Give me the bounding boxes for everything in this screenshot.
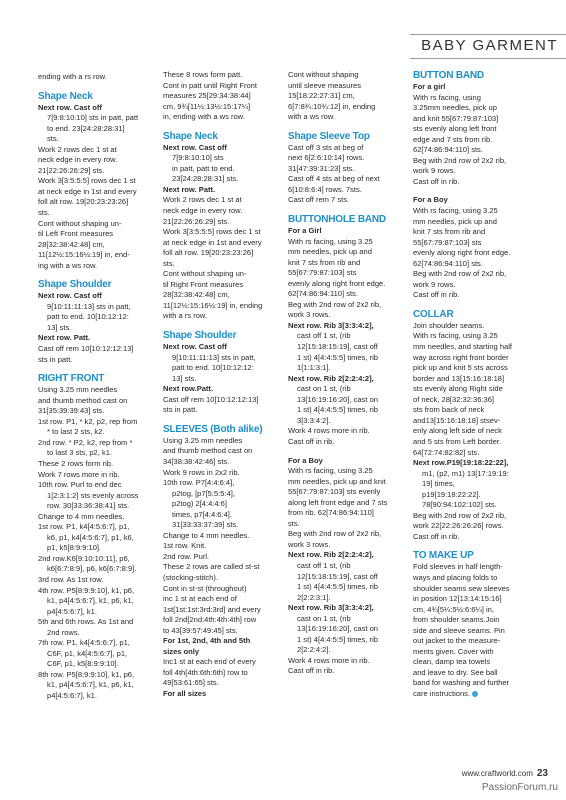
text-line: 19] times, — [422, 479, 455, 489]
text-line: p1, k5[8:9:9:10]. — [47, 543, 102, 553]
watermark: PassionForum.ru — [481, 782, 558, 793]
text-line: Work 4 rows more in rib. — [288, 426, 370, 436]
text-line: Next row. Rib 2[2:2:4:2], — [288, 373, 374, 383]
text-line: 31[35:39:39:43] sts. — [38, 406, 105, 416]
text-line: knit 7 sts from rib and — [413, 227, 486, 237]
text-line: ing with a ws row. — [38, 260, 98, 270]
text-line: 1st row. P1, * k2, p2, rep from — [38, 416, 138, 426]
text-line: Cast off in rib. — [288, 436, 335, 446]
text-line: shoulder seams sew sleeves — [413, 583, 510, 593]
text-line: With rs facing, using — [413, 92, 481, 102]
text-line: k1, p4[4:5:6:7], k1, p6, k1, — [47, 596, 134, 606]
text-line: way across right front border — [413, 352, 509, 362]
text-line: 9[10:11:11:13] sts in patt, — [172, 352, 256, 362]
text-line: 4th row. P5[8:9:9:10], k1, p6, — [38, 585, 135, 595]
page-header — [0, 34, 566, 60]
text-line: 1 st) 4[4:4:5:5] times, rib — [297, 582, 378, 592]
text-line: to end. 23[24:28:28:31] — [47, 123, 125, 133]
text-line: m1, (p2, m1) 13[17:19:19: — [422, 468, 509, 478]
text-line: k6, p1, k4[4:5:6:7], p1, k6, — [47, 532, 134, 542]
text-line: out jacket to the measure- — [413, 636, 501, 646]
text-line: mm needles, pick up and — [288, 247, 372, 257]
text-line: 6[10:8:6:4] rows. 7sts. — [288, 184, 362, 194]
text-line: sts. — [163, 258, 175, 268]
text-line: sts. — [47, 134, 59, 144]
column-3 — [288, 70, 406, 677]
website-url: www.craftworld.com — [461, 769, 533, 778]
text-line: Cast off in rib. — [413, 290, 460, 300]
text-line: 10th row. Purl to end dec — [38, 480, 122, 490]
text-line: ments given. Cover with — [413, 646, 494, 656]
text-line: 3rd row. As 1st row. — [38, 574, 104, 584]
text-line: pick up and knit 5 sts across — [413, 363, 508, 373]
subheading-for-a-girl: For a Girl — [288, 226, 322, 236]
text-line: Change to 4 mm needles. — [163, 530, 250, 540]
text-line: 1st row. Knit. — [163, 541, 207, 551]
text-line: foll 2nd[2nd:4th:4th:4th] row — [163, 615, 257, 625]
heading-shape-shoulder: Shape Shoulder — [163, 330, 237, 342]
text-line: (stocking-stitch). — [163, 572, 218, 582]
text-line: 11[12½:15:16½:19] in, end- — [38, 250, 130, 260]
text-line: p4[4:5:6:7], k1. — [47, 606, 97, 616]
text-line: 7[9:8:10:10] sts — [172, 153, 224, 163]
text-line: work 9 rows. — [413, 279, 456, 289]
text-line: 3.25mm needles, pick up — [413, 103, 497, 113]
text-line — [413, 689, 531, 700]
text-line: Work 3[3:5:5:5] rows dec 1 st — [38, 176, 136, 186]
text-line: work 22[22:26:26:26] rows. — [413, 521, 504, 531]
text-line: row. 30[33:36:38:41] sts. — [47, 501, 130, 511]
text-line: neck edge in every row. — [38, 155, 118, 165]
subheading-for-a-boy: For a Boy — [413, 195, 448, 205]
text-line: 55[67:79:87:103] sts — [413, 237, 482, 247]
text-line: 34[38:38:42:46] sts. — [163, 456, 230, 466]
text-line: For all sizes — [163, 688, 207, 698]
text-line: Work 3[3:5:5:5] rows dec 1 st — [163, 227, 261, 237]
text-line: Work 2 rows dec 1 st at — [163, 195, 242, 205]
column-1 — [38, 72, 156, 702]
text-line: 12[15:18:15:19], cast off — [297, 342, 378, 352]
text-line: Cast off 3 sts at beg of — [288, 142, 364, 152]
column-4 — [413, 70, 531, 700]
text-line: Cast off in rib. — [413, 531, 460, 541]
text-line: 12[15:18:15:19], cast off — [297, 571, 378, 581]
heading-to-make-up: TO MAKE UP — [413, 550, 474, 562]
text-line: mm needles, pick up and — [413, 216, 497, 226]
text-line: mm needles, and starting half — [413, 342, 513, 352]
text-line: Work 7 rows more in rib. — [38, 469, 120, 479]
text-line: 55[67:79:87:103] sts evenly — [288, 487, 381, 497]
subheading-for-a-girl: For a girl — [413, 82, 446, 91]
text-line: knit 7 sts from rib and — [288, 257, 361, 267]
text-line: cm, 4¾[5¼:5½:6:6¼] in, — [413, 604, 494, 614]
text-line: Beg with 2nd row of 2x2 rib, — [288, 529, 382, 539]
text-line: times, p7[4:4:6:4]. — [172, 509, 232, 519]
text-line: Beg with 2nd row of 2x2 rib, — [288, 299, 382, 309]
text-line: p19[19:18:22:22]. — [422, 489, 481, 499]
text-line: Work 9 rows in 2x2 rib. — [163, 467, 240, 477]
text-line: in, ending with a ws row. — [163, 112, 245, 122]
text-line: 78[90:94:102:102] sts. — [422, 500, 497, 510]
text-line: Next row. Rib 2[2:2:4:2], — [288, 550, 374, 560]
text-line: Next row. Cast off — [163, 142, 227, 152]
text-line: to 43[39:57:49:45] sts. — [163, 625, 238, 635]
text-line: 13] sts. — [172, 373, 197, 383]
text-line: and 5 sts from Left border. — [413, 436, 502, 446]
text-line: Cont without shaping un- — [38, 218, 122, 228]
text-line: Beg with 2nd row of 2x2 rib, — [413, 510, 507, 520]
text-line: Cont in patt until Right Front — [163, 80, 257, 90]
text-line: With rs facing, using 3.25 — [288, 236, 373, 246]
heading-right-front: RIGHT FRONT — [38, 373, 105, 385]
text-line: Cast off rem 7 sts. — [288, 195, 350, 205]
text-line: from rib. 62[74:86:94:110] — [288, 508, 374, 518]
page-footer — [462, 768, 548, 779]
text-line: 13[16:19:16:20], cast on — [297, 394, 378, 404]
text-line: Next row. Cast off — [38, 102, 102, 112]
text-line: 62[74:86:94:110] sts. — [413, 145, 483, 155]
text-line: Using 3.25 mm needles — [38, 385, 118, 395]
text-line: cast on 1 st, (rib — [297, 384, 351, 394]
text-line: til Left Front measures — [38, 229, 114, 239]
text-line: 15[18:22:27:31] cm, — [288, 91, 355, 101]
text-line: 28[32:38:42:48] cm, — [38, 239, 105, 249]
text-line: sts evenly along left front — [413, 124, 497, 134]
text-line: cm, 9¾[11½:13½:15:17¼] — [163, 101, 251, 111]
text-line: 31[47:39:31:23] sts. — [288, 163, 355, 173]
text-line: sizes only — [163, 646, 200, 656]
text-line: Beg with 2nd row of 2x2 rib, — [413, 155, 507, 165]
text-line: 62[74:86:94:110] sts. — [288, 289, 358, 299]
text-line: 2nd row. * P2, k2, rep from * — [38, 437, 133, 447]
text-line: p2tog) 2[4:4:4:6] — [172, 499, 227, 509]
text-line: with a ws row. — [288, 112, 335, 122]
text-line: C6F, p1, k5[8:9:9:10]. — [47, 659, 119, 669]
text-line: Join shoulder seams. — [413, 320, 485, 330]
text-line: 2nd rows. — [47, 627, 80, 637]
page-number: 23 — [536, 768, 548, 779]
text-line: These 8 rows form patt. — [163, 70, 243, 79]
text-line: at neck edge in 1st and every — [38, 186, 137, 196]
header-rule-top — [410, 34, 566, 35]
heading-shape-sleeve-top: Shape Sleeve Top — [288, 130, 370, 142]
text-line: 8th row. P5[8:9:9:10], k1, p6, — [38, 669, 135, 679]
text-line: 23[24:28:28:31] sts. — [172, 174, 239, 184]
text-line: and13[15:16:18:18] stsev- — [413, 415, 501, 425]
text-line: 1st[1st:1st:3rd:3rd] and every — [163, 604, 261, 614]
text-line: sts. — [288, 518, 300, 528]
text-line: 62[74:86:94:110] sts. — [413, 258, 483, 268]
subheading-for-a-boy: For a Boy — [288, 455, 323, 465]
text-line: foll alt row. 19[20:23:23:26] — [163, 248, 254, 258]
text-line: 28[32:38:42:48] cm, — [163, 290, 230, 300]
text-line: sts in patt. — [163, 405, 198, 415]
text-line: mm needles, pick up and knit — [288, 476, 386, 486]
text-line: Next row. Patt. — [163, 184, 216, 194]
text-line: 21[22:26:26:29] sts. — [38, 165, 105, 175]
text-line: 2nd row.K6[9:10:10:11], p6, — [38, 553, 130, 563]
text-line: 13] sts. — [47, 322, 72, 332]
text-line: 7th row. P1, k4[4:5:6:7], p1, — [38, 638, 130, 648]
text-line-end: care instructions. — [413, 688, 471, 698]
text-line: edge and 7 sts from rib. — [413, 134, 493, 144]
text-line: p2tog, [p7[5:5:5:4], — [172, 488, 235, 498]
text-line: Cast off rem 10[10:12:12:13] — [38, 344, 134, 354]
text-line: 6[7:8¾:10¾:12] in, ending — [288, 101, 376, 111]
text-line: k1, p4[4:5:6:7], k1, p6, k1, — [47, 680, 134, 690]
text-line: in patt, patt to end. — [172, 163, 235, 173]
text-line: 10th row. P7[4:4:6:4], — [163, 478, 235, 488]
text-line: 1st row. P1, k4[4:5:6:7], p1, — [38, 522, 130, 532]
text-line: sts. — [38, 208, 50, 218]
text-line: 2[2:2:3:1]. — [297, 592, 331, 602]
text-line: sts from back of neck — [413, 405, 485, 415]
text-line: cast off 1 st, (rib — [297, 560, 351, 570]
text-line: 1 st) 4[4:4:5:5] times, rib — [297, 405, 378, 415]
text-line: Next row. Rib 3[3:3:4:2], — [288, 603, 374, 613]
text-line: 64[72:74:82:82] sts. — [413, 447, 480, 457]
text-line: 1 st) 4[4:4:5:5] times, rib — [297, 352, 378, 362]
text-line: Inc1 st at each end of every — [163, 657, 256, 667]
heading-shape-neck: Shape Neck — [163, 130, 218, 142]
text-line: 11[12½:15:16½:19] in, ending — [163, 300, 263, 310]
text-line: For 1st, 2nd, 4th and 5th — [163, 636, 251, 646]
text-line: Beg with 2nd row of 2x2 rib, — [413, 269, 507, 279]
text-line: until sleeve measures — [288, 80, 361, 90]
text-line: work 3 rows. — [288, 310, 331, 320]
text-line: Cast off rem 10[10:12:12:13] — [163, 394, 259, 404]
text-line: Next row. Patt. — [38, 333, 91, 343]
text-line: band for washing and further — [413, 678, 510, 688]
text-line: p4[4:5:6:7], k1. — [47, 690, 97, 700]
text-line: * to last 2 sts, k2. — [47, 427, 105, 437]
text-line: til Right Front measures — [163, 279, 244, 289]
heading-shape-shoulder: Shape Shoulder — [38, 279, 112, 291]
text-line: With rs facing, using 3.25 — [413, 206, 498, 216]
text-line: ways and placing folds to — [413, 572, 498, 582]
text-line: foll alt row. 19[20:23:23:26] — [38, 197, 129, 207]
text-line: Cast off 4 sts at beg of next — [288, 174, 380, 184]
text-line: work 9 rows. — [413, 166, 456, 176]
text-line: 13[16:19:16:20], cast on — [297, 624, 378, 634]
text-line: Using 3.25 mm needles — [163, 435, 243, 445]
text-line: Cont without shaping un- — [163, 269, 247, 279]
text-line: next 6[2:6:10:14] rows. — [288, 153, 365, 163]
text-line: 31[33:33:37:39] sts. — [172, 520, 239, 530]
end-dot-icon — [472, 691, 478, 697]
text-line: Cast off in rib. — [288, 666, 335, 676]
text-line: evenly along right front edge. — [413, 248, 511, 258]
text-line: evenly along right front edge. — [288, 278, 386, 288]
text-line: Next row.P19[19:18:22:22], — [413, 458, 509, 468]
text-line: 7[9:8:10:10] sts in patt, patt — [47, 113, 139, 123]
text-line: Cont in st-st (throughout) — [163, 583, 247, 593]
text-line: foll 4th[4th:6th:6th] row to — [163, 667, 248, 677]
text-line: 3[3:3:4:2]. — [297, 415, 331, 425]
text-line: border and 13[15:16:18:18] — [413, 373, 505, 383]
text-line: C6F, p1, k4[4:5:6:7], p1, — [47, 648, 128, 658]
text-line: neck edge in every row. — [163, 206, 243, 216]
text-line: sts in patt. — [38, 354, 73, 364]
text-line: 1[1:1:3:1]. — [297, 363, 331, 373]
heading-button-band: BUTTON BAND — [413, 70, 484, 81]
text-line: 1 st) 4[4:4:5:5] times, rib — [297, 634, 378, 644]
text-line: to last 3 sts, p2, k1. — [47, 448, 113, 458]
text-line: Cont without shaping — [288, 70, 359, 79]
text-line: sts evenly along Right side — [413, 384, 503, 394]
text-line: side and sleeve seams. Pin — [413, 625, 505, 635]
text-line: inc 1 st at each end of — [163, 594, 237, 604]
text-line: clean, damp tea towels — [413, 657, 491, 667]
text-line: patt to end. 10[10:12:12: — [172, 363, 254, 373]
text-line: and thumb method cast on — [163, 446, 253, 456]
text-line: from shoulder seams.Join — [413, 615, 500, 625]
text-line: and thumb method cast on — [38, 395, 128, 405]
text-line: Next row. Rib 3[3:3:4:2], — [288, 320, 374, 330]
text-line: measures 25[29:34:38:44] — [163, 91, 251, 101]
text-line: cast on 1 st, (rib — [297, 613, 351, 623]
text-line: With rs facing, using 3.25 — [413, 331, 498, 341]
column-2 — [163, 70, 281, 700]
text-line: These 2 rows form rib. — [38, 458, 114, 468]
text-line: 2nd row. Purl. — [163, 551, 210, 561]
text-line: Cast off in rib. — [413, 176, 460, 186]
text-line: 2[2:2:4:2]. — [297, 645, 331, 655]
text-line: 21[22:26:26:29] sts. — [163, 216, 230, 226]
section-title: BABY GARMENT — [421, 37, 558, 54]
text-line: Work 2 rows dec 1 st at — [38, 144, 117, 154]
text-line: ending with a rs row. — [38, 72, 107, 81]
heading-sleeves: SLEEVES (Both alike) — [163, 423, 263, 435]
text-line: 5th and 6th rows. As 1st and — [38, 617, 134, 627]
heading-shape-neck: Shape Neck — [38, 90, 93, 102]
text-line: in position 12[13:14:15:16] — [413, 594, 502, 604]
text-line: and knit 55[67:79:87:103] — [413, 113, 499, 123]
text-line: 9[10:11:11:13] sts in patt, — [47, 301, 131, 311]
text-line: at neck edge in 1st and every — [163, 237, 262, 247]
text-line: These 2 rows are called st-st — [163, 562, 260, 572]
text-line: 1[2:3:1:2] sts evenly across — [47, 490, 139, 500]
text-line: with a rs row. — [163, 311, 208, 321]
text-line: k6[6:7:8:9], p6, k6[6:7:8:9]. — [47, 564, 137, 574]
text-line: Next row. Cast off — [38, 291, 102, 301]
header-rule-bottom — [410, 58, 566, 59]
text-line: enly along left side of neck — [413, 426, 502, 436]
text-line: Change to 4 mm needles. — [38, 511, 125, 521]
text-line: work 3 rows. — [288, 539, 331, 549]
heading-collar: COLLAR — [413, 308, 454, 320]
heading-buttonhole-band: BUTTONHOLE BAND — [288, 214, 386, 226]
text-line: and leave to dry. See ball — [413, 667, 498, 677]
text-line: Work 4 rows more in rib. — [288, 655, 370, 665]
text-line: along left front edge and 7 sts — [288, 497, 388, 507]
text-line: Next row.Patt. — [163, 384, 214, 394]
text-line: 55[67:79:87:103] sts — [288, 268, 357, 278]
text-line: Next row. Cast off — [163, 342, 227, 352]
text-line: of neck, 28[32:32:36:36] — [413, 394, 494, 404]
text-line: With rs facing, using 3.25 — [288, 466, 373, 476]
text-line: 49[53:61:65] sts. — [163, 678, 219, 688]
text-line: cast off 1 st, (rib — [297, 331, 351, 341]
text-line: Fold sleeves in half length- — [413, 562, 503, 572]
text-line: patt to end. 10[10:12:12: — [47, 312, 129, 322]
